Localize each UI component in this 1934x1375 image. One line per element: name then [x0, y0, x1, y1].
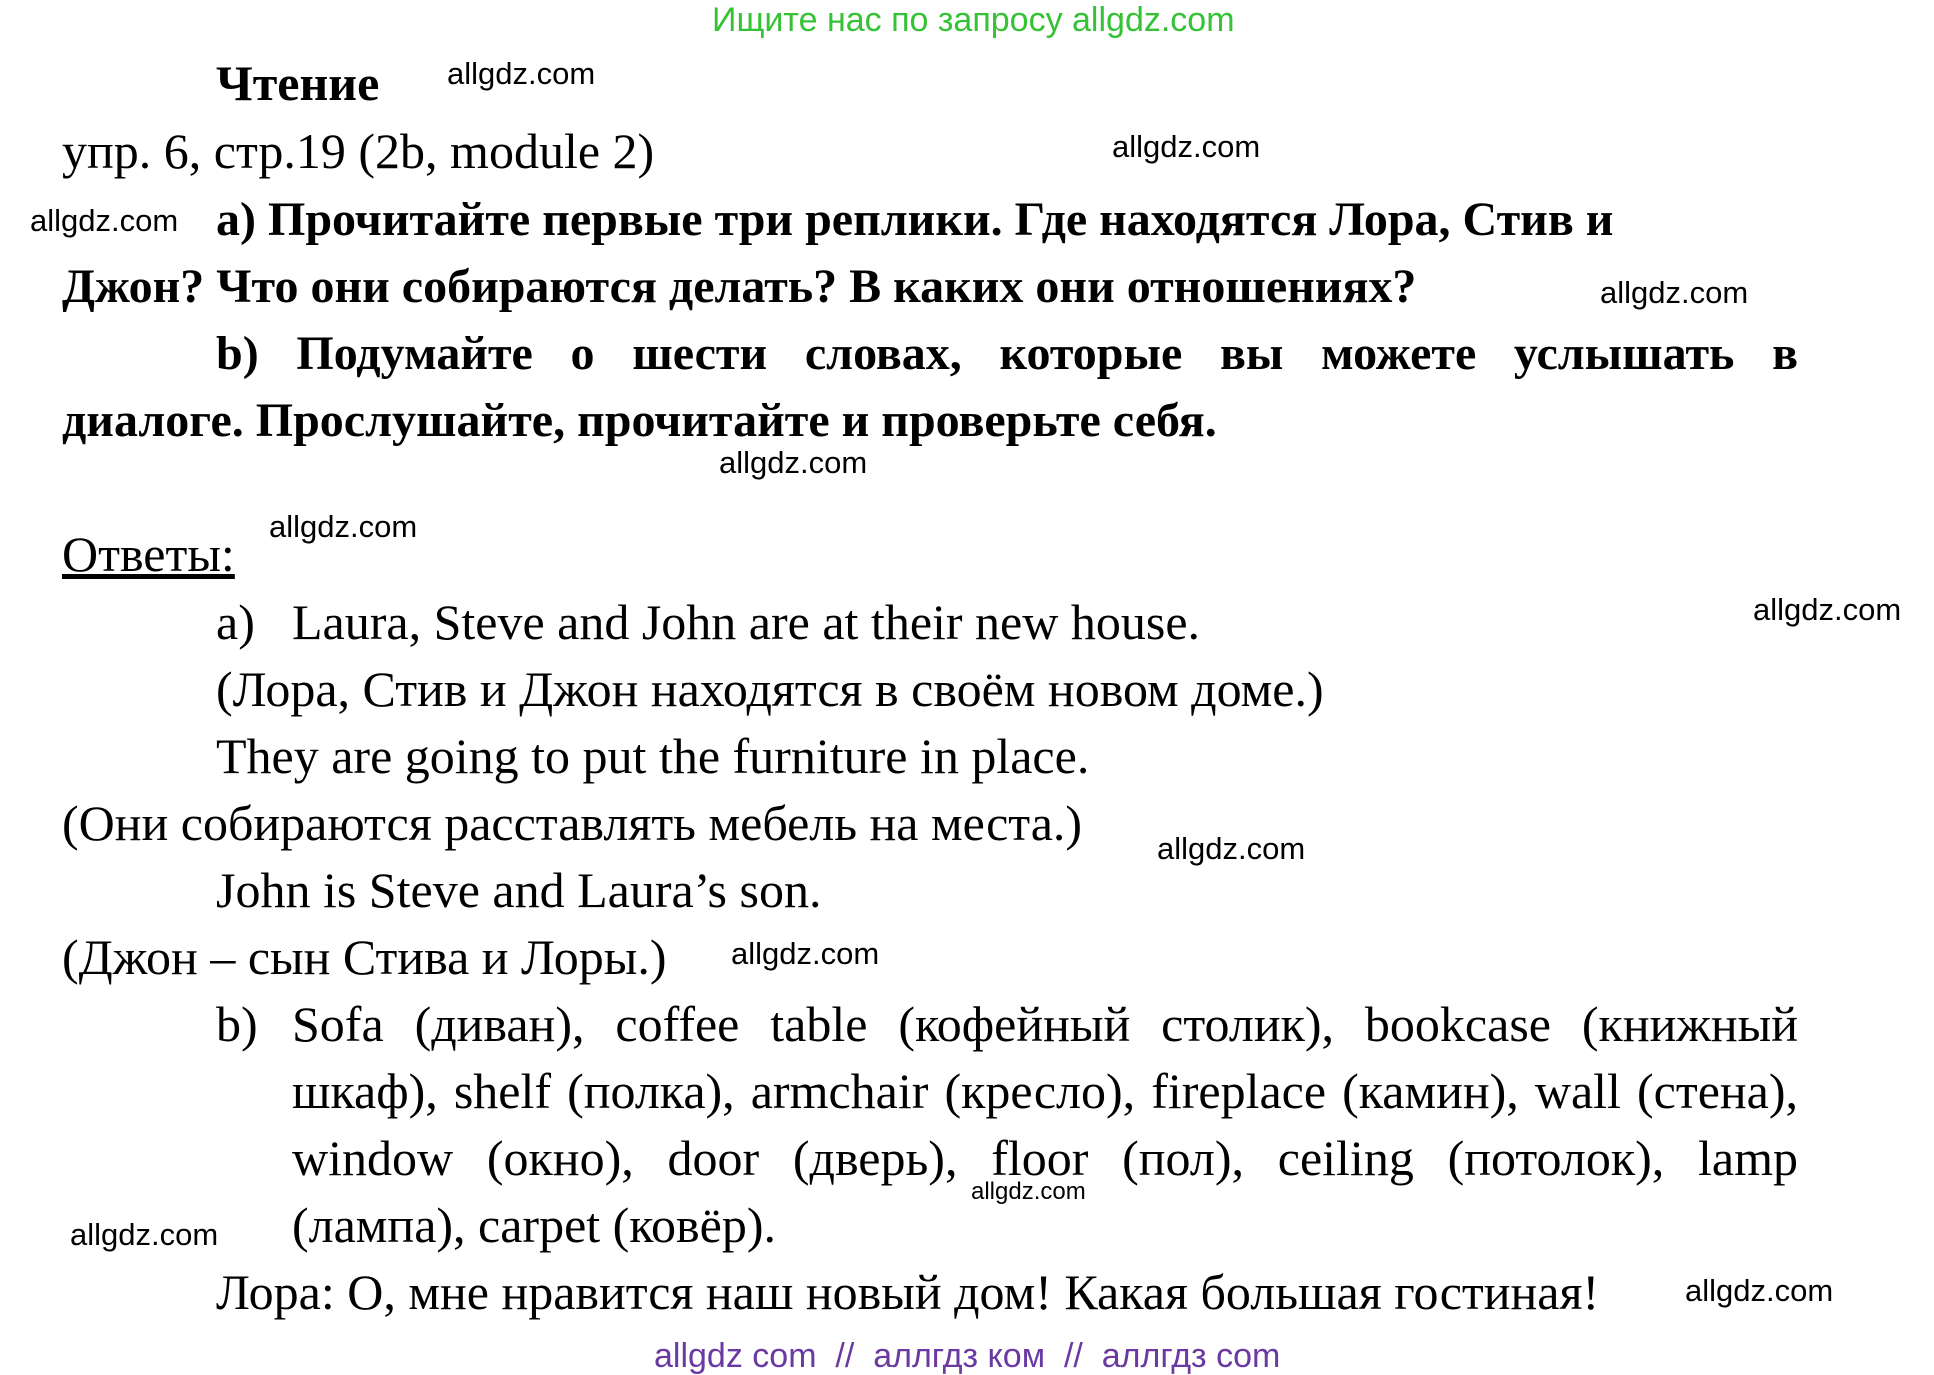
answers-label: Ответы: — [62, 526, 235, 582]
answer-a-line-4: (Они собираются расставлять мебель на места.) — [62, 795, 1083, 851]
exercise-reference: упр. 6, стр.19 (2b, module 2) — [62, 123, 655, 179]
bottom-banner: allgdz com // аллгдз ком // аллгдз com — [654, 1337, 1281, 1375]
answer-b-line-4: (лампа), carpet (ковёр). — [292, 1197, 777, 1253]
watermark: allgdz.com — [731, 936, 880, 971]
watermark: allgdz.com — [1600, 275, 1749, 310]
task-a-line-1: а) Прочитайте первые три реплики. Где находятся Лора, Стив и — [216, 193, 1614, 246]
task-b-line-2: диалоге. Прослушайте, прочитайте и проверьте себя. — [62, 394, 1217, 447]
watermark: allgdz.com — [1753, 592, 1902, 627]
watermark: allgdz.com — [1157, 831, 1306, 866]
watermark: allgdz.com — [269, 509, 418, 544]
task-b-line-1: b) Подумайте о шести словах, которые вы можете услышать в — [216, 327, 1798, 380]
watermark: allgdz.com — [971, 1178, 1086, 1205]
answer-b-line-2: шкаф), shelf (полка), armchair (кресло), fireplace (камин), wall (стена), — [292, 1063, 1798, 1119]
answer-b-line-1: Sofa (диван), coffee table (кофейный столик), bookcase (книжный — [292, 996, 1798, 1052]
task-a-line-2: Джон? Что они собираются делать? В каких они отношениях? — [62, 260, 1417, 313]
answer-b-marker: b) — [216, 996, 258, 1052]
top-banner: Ищите нас по запросу allgdz.com — [712, 1, 1235, 39]
watermark: allgdz.com — [447, 56, 596, 91]
watermark: allgdz.com — [1685, 1273, 1834, 1308]
answer-a-line-3: They are going to put the furniture in place. — [216, 728, 1090, 784]
watermark: allgdz.com — [30, 203, 179, 238]
answer-a-line-1: Laura, Steve and John are at their new house. — [292, 594, 1201, 650]
section-heading: Чтение — [216, 55, 380, 111]
answer-a-line-5: John is Steve and Laura’s son. — [216, 862, 822, 918]
watermark: allgdz.com — [719, 445, 868, 480]
answer-b-line-3: window (окно), door (дверь), floor (пол), ceiling (потолок), lamp — [292, 1130, 1798, 1186]
watermark: allgdz.com — [1112, 129, 1261, 164]
dialogue-line: Лора: О, мне нравится наш новый дом! Какая большая гостиная! — [216, 1264, 1600, 1320]
answer-a-line-6: (Джон – сын Стива и Лоры.) — [62, 929, 667, 985]
answer-a-marker: a) — [216, 594, 255, 650]
watermark: allgdz.com — [70, 1217, 219, 1252]
answer-a-line-2: (Лора, Стив и Джон находятся в своём новом доме.) — [216, 661, 1324, 717]
